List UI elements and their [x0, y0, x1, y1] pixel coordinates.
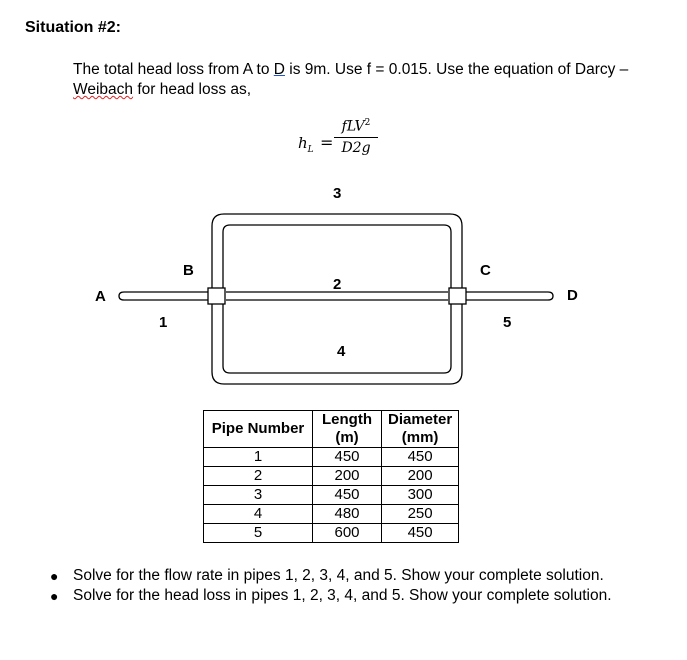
cell-pipe: 4	[204, 505, 313, 524]
table-row	[204, 467, 459, 486]
cell-diameter: 250	[382, 505, 459, 524]
equation-denominator: D2g	[341, 139, 371, 156]
darcy-weibach-name: Weibach	[73, 81, 134, 98]
label-d: D	[567, 287, 578, 304]
pipe-2	[226, 292, 448, 300]
label-pipe-4: 4	[337, 343, 346, 360]
situation-title: Situation #2:	[25, 19, 122, 36]
numerator-base: fLV	[341, 118, 365, 135]
header-length	[313, 411, 382, 448]
task-text: Solve for the flow rate in pipes 1, 2, 3, 4, and 5. Show your complete solution.	[73, 567, 604, 584]
label-pipe-2: 2	[333, 276, 342, 293]
cell-length: 450	[313, 486, 382, 505]
intro-part1: The total head loss from A to	[73, 61, 274, 78]
table-row	[204, 486, 459, 505]
task-list	[50, 566, 612, 606]
intro-part3: for head loss as,	[133, 81, 252, 98]
cell-length: 200	[313, 467, 382, 486]
label-pipe-3: 3	[333, 185, 342, 202]
header-length-line2: (m)	[335, 429, 359, 446]
table-header-row	[204, 411, 459, 448]
cell-diameter: 300	[382, 486, 459, 505]
pipe-5	[466, 292, 553, 300]
cell-diameter: 450	[382, 448, 459, 467]
equation-equals: =	[320, 133, 334, 152]
header-diameter-line1: Diameter	[388, 411, 453, 428]
cell-pipe: 3	[204, 486, 313, 505]
bullet-icon: ●	[50, 568, 59, 584]
intro-part2: is 9m. Use f = 0.015. Use the equation of Darcy –	[284, 61, 629, 78]
table-row	[204, 524, 459, 543]
point-d-ref: D	[273, 61, 285, 78]
table-row	[204, 505, 459, 524]
bullet-icon: ●	[50, 588, 59, 604]
cell-length: 450	[313, 448, 382, 467]
junction-c	[449, 288, 466, 304]
cell-diameter: 200	[382, 467, 459, 486]
lhs-var: h	[298, 134, 308, 152]
pipe-1	[119, 292, 208, 300]
label-c: C	[480, 262, 491, 279]
header-pipe-number: Pipe Number	[204, 411, 313, 448]
numerator-exp: 2	[364, 118, 371, 128]
cell-diameter: 450	[382, 524, 459, 543]
label-b: B	[183, 262, 194, 279]
pipe-4-inner	[223, 304, 451, 373]
lhs-sub: L	[307, 145, 314, 155]
cell-length: 600	[313, 524, 382, 543]
table-row	[204, 448, 459, 467]
header-length-line1: Length	[322, 411, 372, 428]
cell-pipe: 2	[204, 467, 313, 486]
task-text: Solve for the head loss in pipes 1, 2, 3, 4, and 5. Show your complete solution.	[73, 587, 612, 604]
label-pipe-5: 5	[503, 314, 512, 331]
label-pipe-1: 1	[159, 314, 168, 331]
cell-pipe: 1	[204, 448, 313, 467]
pipe-data-table	[203, 410, 459, 543]
header-diameter	[382, 411, 459, 448]
header-diameter-line2: (mm)	[401, 429, 439, 446]
label-a: A	[95, 288, 106, 305]
junction-b	[208, 288, 225, 304]
list-item	[50, 566, 612, 586]
cell-pipe: 5	[204, 524, 313, 543]
list-item	[50, 586, 612, 606]
cell-length: 480	[313, 505, 382, 524]
